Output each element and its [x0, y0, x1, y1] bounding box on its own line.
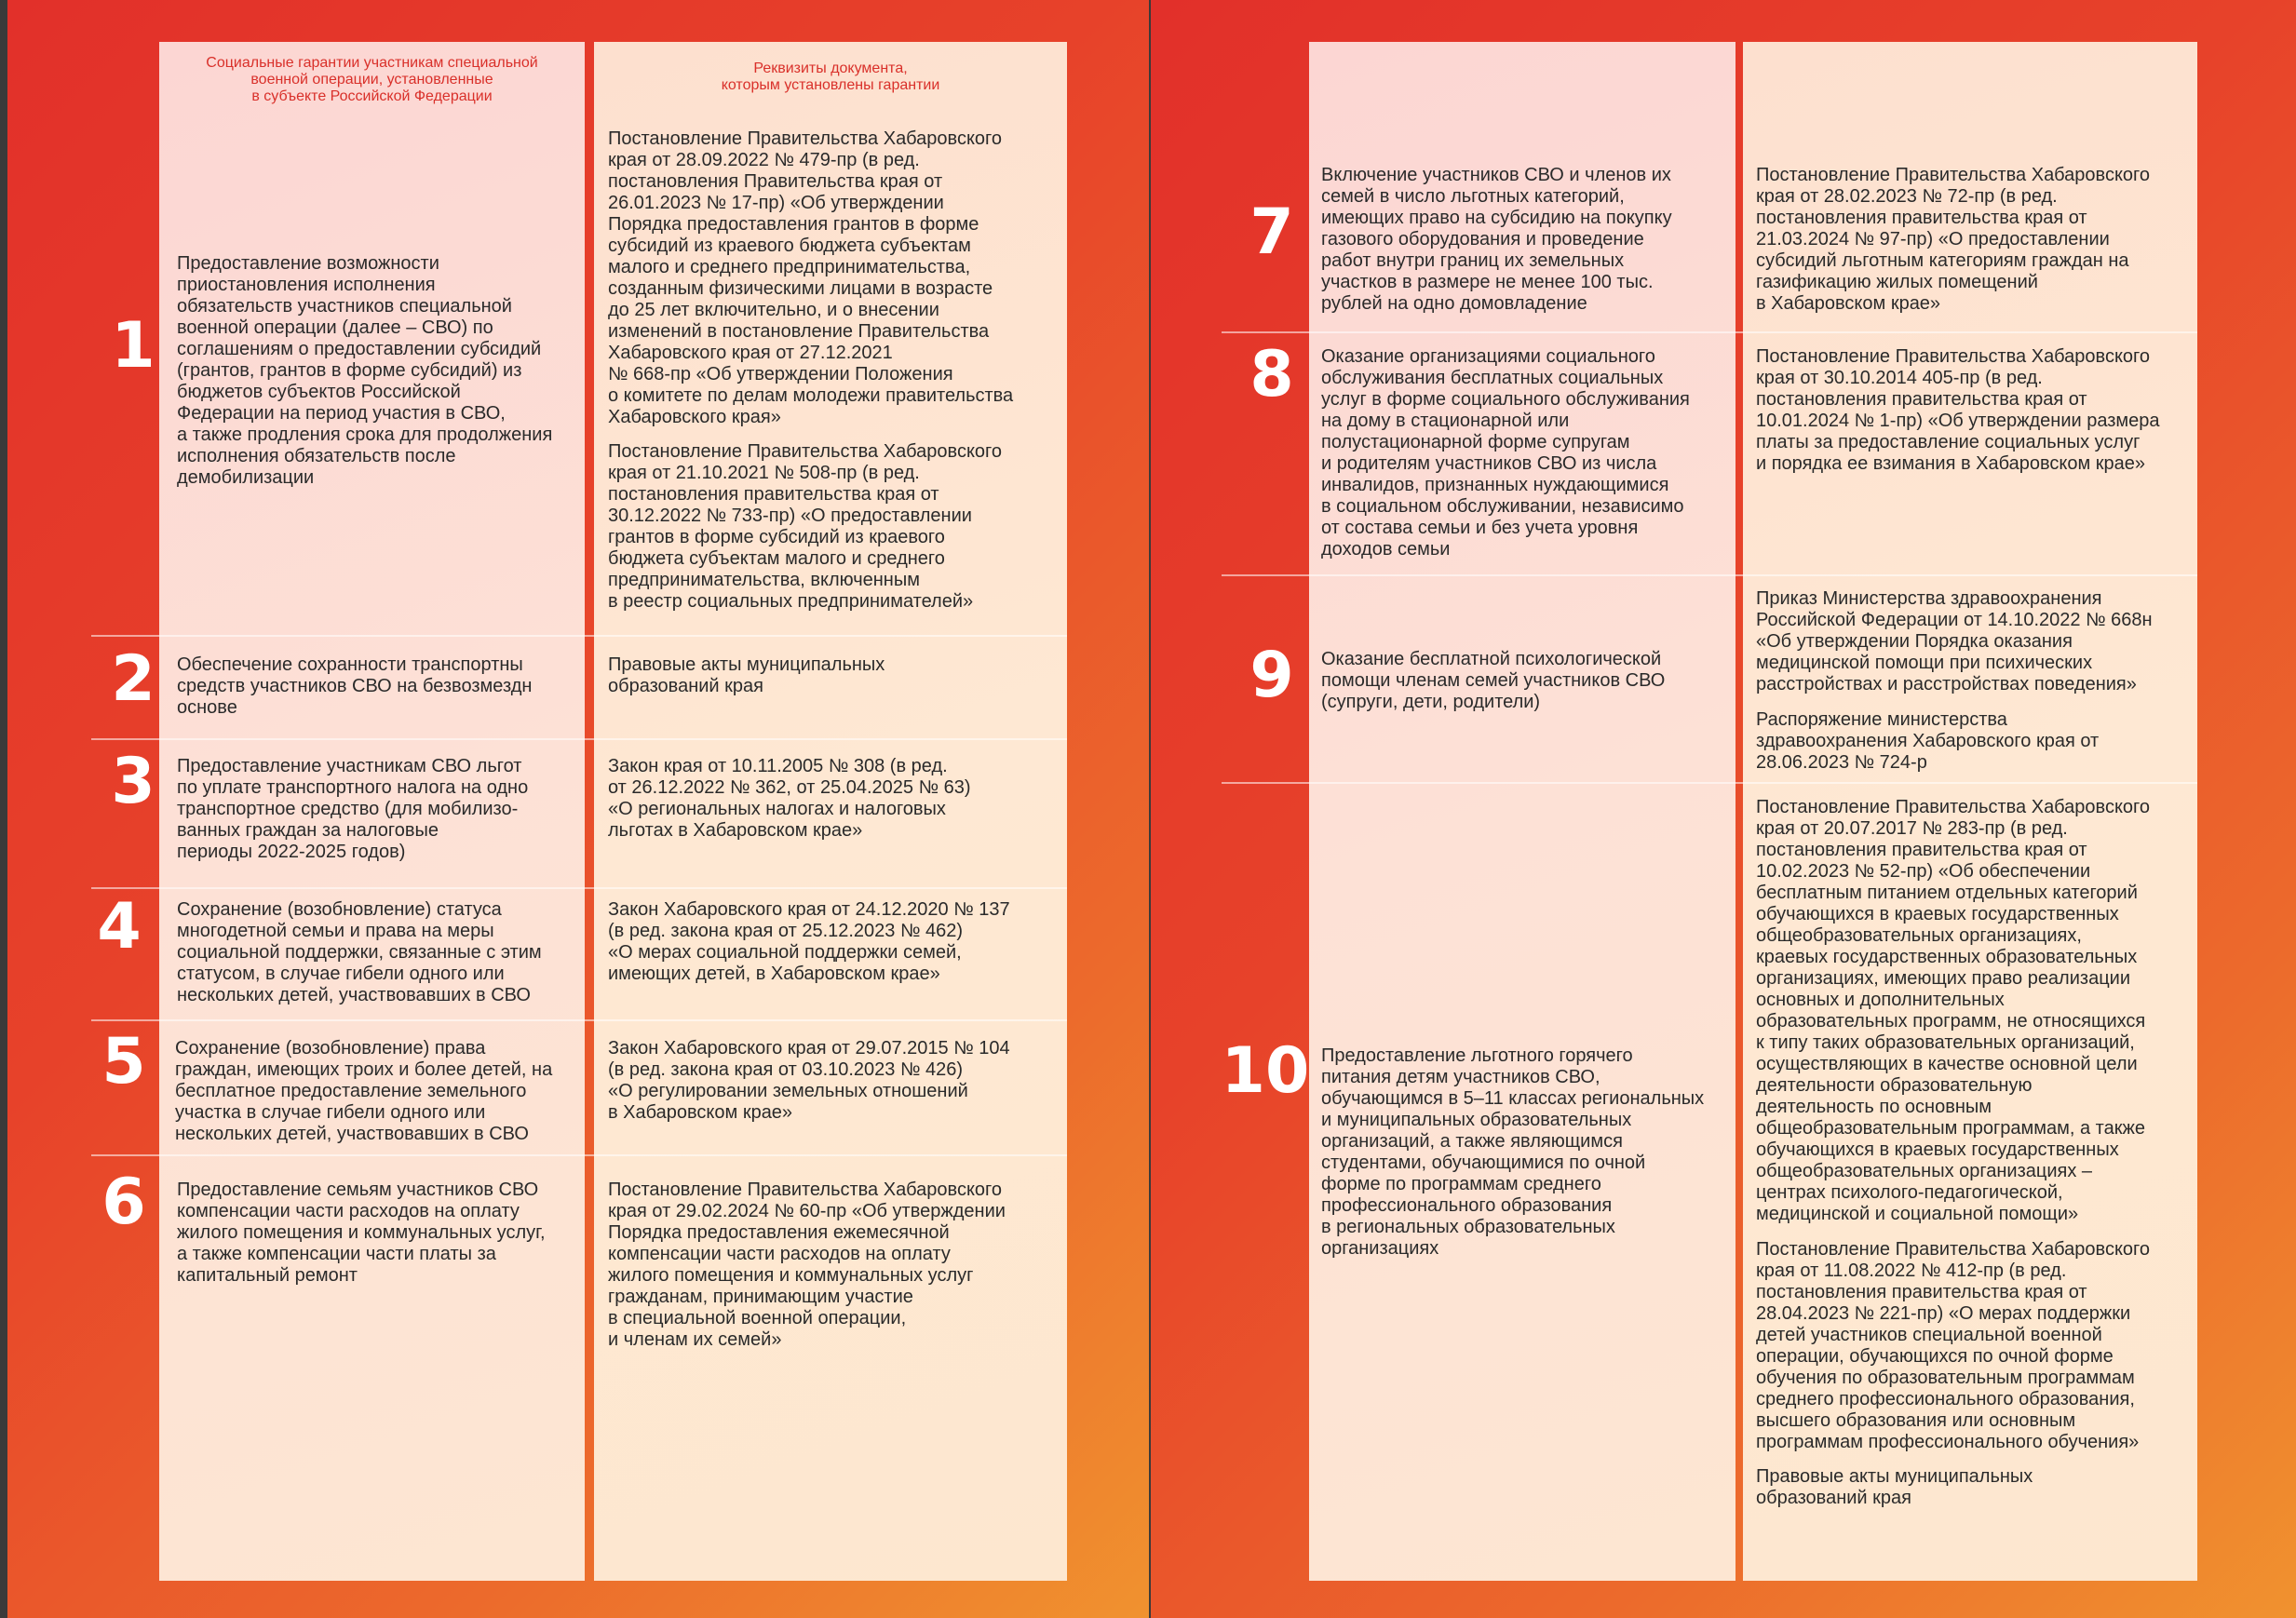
guarantee-text: Предоставление возможности приостановления исполнения обязательств участников специальной военной операции (далее – СВО) по соглашениям о предоставлении субсидий (грантов, грантов в форме субсидий) из бюджетов субъектов Российской Федерации на период участия в СВО, а также продления срока для продолжения исполнения обязательств после демобилизации	[177, 253, 553, 488]
row-number: 9	[1249, 639, 1294, 712]
row-number: 1	[111, 309, 155, 383]
guarantee-text: Сохранение (возобновление) права граждан, имеющих троих и более детей, на бесплатное предоставление земельного участка в случае гибели одного или нескольких детей, участвовавших в СВО	[175, 1038, 553, 1144]
row-divider	[91, 1154, 1067, 1156]
document-text: Правовые акты муниципальных образований края	[1756, 1466, 2033, 1508]
column-header-guarantees: Социальные гарантии участникам специальной военной операции, установленные в субъекте Российской Федерации	[206, 55, 538, 104]
column-header-documents: Реквизиты документа, которым установлены гарантии	[721, 61, 940, 93]
document-text: Постановление Правительства Хабаровского края от 21.10.2021 № 508-пр (в ред. постановления правительства края от 30.12.2022 № 733-пр) «О предоставлении грантов в форме субсидий из краевого бюджета субъектам малого и среднего предпринимательства, включенным в реестр социальных предпринимателей»	[608, 441, 1003, 612]
document-text: Постановление Правительства Хабаровского края от 30.10.2014 405-пр (в ред. постановления правительства края от 10.01.2024 № 1-пр) «Об утверждении размера платы за предоставление социальных услуг и порядка ее взимания в Хабаровском крае»	[1756, 346, 2160, 474]
row-number: 2	[111, 642, 155, 716]
row-divider	[91, 635, 1067, 637]
document-text: Распоряжение министерства здравоохранения Хабаровского края от 28.06.2023 № 724-р	[1756, 709, 2100, 773]
document-text: Постановление Правительства Хабаровского края от 20.07.2017 № 283-пр (в ред. постановления правительства края от 10.02.2023 № 52-пр) «Об обеспечении бесплатным питанием отдельных категорий обучающихся в краевых государственных общеобразовательных организациях, краевых государственных образовательных организациях, имеющих право реализации основных и дополнительных образовательных программ, не относящихся к типу таких образовательных организаций, осуществляющих в качестве основной цели деятельности образовательную деятельность по основным общеобразовательным программам, а также обучающихся в краевых государственных общеобразовательных организациях – центрах психолого-педагогической, медицинской и социальной помощи»	[1756, 797, 2151, 1224]
row-number: 6	[101, 1166, 146, 1239]
document-text: Постановление Правительства Хабаровского края от 28.09.2022 № 479-пр (в ред. постановления Правительства края от 26.01.2023 № 17-пр) «Об утверждении Порядка предоставления грантов в форме субсидий из краевого бюджета субъектам малого и среднего предпринимательства, созданным физическими лицами в возрасте до 25 лет включительно, и о внесении изменений в постановление Правительства Хабаровского края от 27.12.2021 № 668-пр «Об утверждении Положения о комитете по делам молодежи правительства Хабаровского края»	[608, 128, 1014, 427]
document-text: Закон края от 10.11.2005 № 308 (в ред. от 26.12.2022 № 362, от 25.04.2025 № 63) «О региональных налогах и налоговых льготах в Хабаровском крае»	[608, 756, 971, 841]
document-text: Закон Хабаровского края от 29.07.2015 № 104 (в ред. закона края от 03.10.2023 № 426) «О регулировании земельных отношений в Хабаровском крае»	[608, 1038, 1010, 1123]
document-text: Приказ Министерства здравоохранения Российской Федерации от 14.10.2022 № 668н «Об утверждении Порядка оказания медицинской помощи при психических расстройствах и расстройствах поведения»	[1756, 588, 2153, 694]
document-text: Постановление Правительства Хабаровского края от 29.02.2024 № 60-пр «Об утверждении Порядка предоставления ежемесячной компенсации части расходов на оплату жилого помещения и коммунальных услуг гражданам, принимающим участие в специальной военной операции, и членам их семей»	[608, 1180, 1006, 1350]
row-divider	[1222, 782, 2197, 784]
guarantee-text: Оказание бесплатной психологической помощи членам семей участников СВО (супруги, дети, родители)	[1321, 649, 1666, 712]
row-number: 4	[97, 890, 142, 964]
row-divider	[91, 887, 1067, 889]
document-text: Закон Хабаровского края от 24.12.2020 № 137 (в ред. закона края от 25.12.2023 № 462) «О мерах социальной поддержки семей, имеющих детей, в Хабаровском крае»	[608, 899, 1010, 984]
document-text: Постановление Правительства Хабаровского края от 28.02.2023 № 72-пр (в ред. постановления правительства края от 21.03.2024 № 97-пр) «О предоставлении субсидий льготным категориям граждан на газификацию жилых помещений в Хабаровском крае»	[1756, 165, 2151, 314]
row-divider	[1222, 331, 2197, 333]
right-page	[1151, 0, 2296, 1618]
left-page	[7, 0, 1149, 1618]
row-number: 8	[1249, 338, 1294, 411]
document-text: Правовые акты муниципальных образований края	[608, 654, 885, 696]
guarantee-text: Включение участников СВО и членов их семей в число льготных категорий, имеющих право на субсидию на покупку газового оборудования и проведение работ внутри границ их земельных участков в размере не менее 100 тыс. рублей на одно домовладение	[1321, 165, 1672, 314]
row-number: 3	[111, 745, 155, 818]
row-number: 5	[101, 1025, 146, 1099]
guarantee-text: Обеспечение сохранности транспортны средств участников СВО на безвозмездн основе	[177, 654, 533, 718]
guarantee-text: Предоставление участникам СВО льгот по уплате транспортного налога на одно транспортное средство (для мобилизо- ванных граждан за налоговые периоды 2022-2025 годов)	[177, 756, 529, 862]
row-number: 7	[1249, 196, 1294, 269]
row-divider	[91, 738, 1067, 740]
row-number: 10	[1221, 1034, 1310, 1108]
guarantee-text: Предоставление льготного горячего питания детям участников СВО, обучающимся в 5–11 классах региональных и муниципальных образовательных организаций, а также являющимся студентами, обучающимися по очной форме по программам среднего профессионального образования в региональных образовательных организациях	[1321, 1045, 1705, 1259]
row-divider	[1222, 574, 2197, 576]
guarantee-text: Оказание организациями социального обслуживания бесплатных социальных услуг в форме социального обслуживания на дому в стационарной или полустационарной форме супругам и родителям участников СВО из числа инвалидов, признанных нуждающимися в социальном обслуживании, независимо от состава семьи и без учета уровня доходов семьи	[1321, 346, 1690, 560]
guarantee-text: Предоставление семьям участников СВО компенсации части расходов на оплату жилого помещения и коммунальных услуг, а также компенсации части платы за капитальный ремонт	[177, 1180, 546, 1286]
row-divider	[91, 1019, 1067, 1021]
guarantee-text: Сохранение (возобновление) статуса многодетной семьи и права на меры социальной поддержки, связанные с этим статусом, в случае гибели одного или нескольких детей, участвовавших в СВО	[177, 899, 542, 1005]
document-text: Постановление Правительства Хабаровского края от 11.08.2022 № 412-пр (в ред. постановления правительства края от 28.04.2023 № 221-пр) «О мерах поддержки детей участников специальной военной операции, обучающихся по очной форме обучения по образовательным программам среднего профессионального образования, высшего образования или основным программам профессионального обучения»	[1756, 1239, 2151, 1452]
